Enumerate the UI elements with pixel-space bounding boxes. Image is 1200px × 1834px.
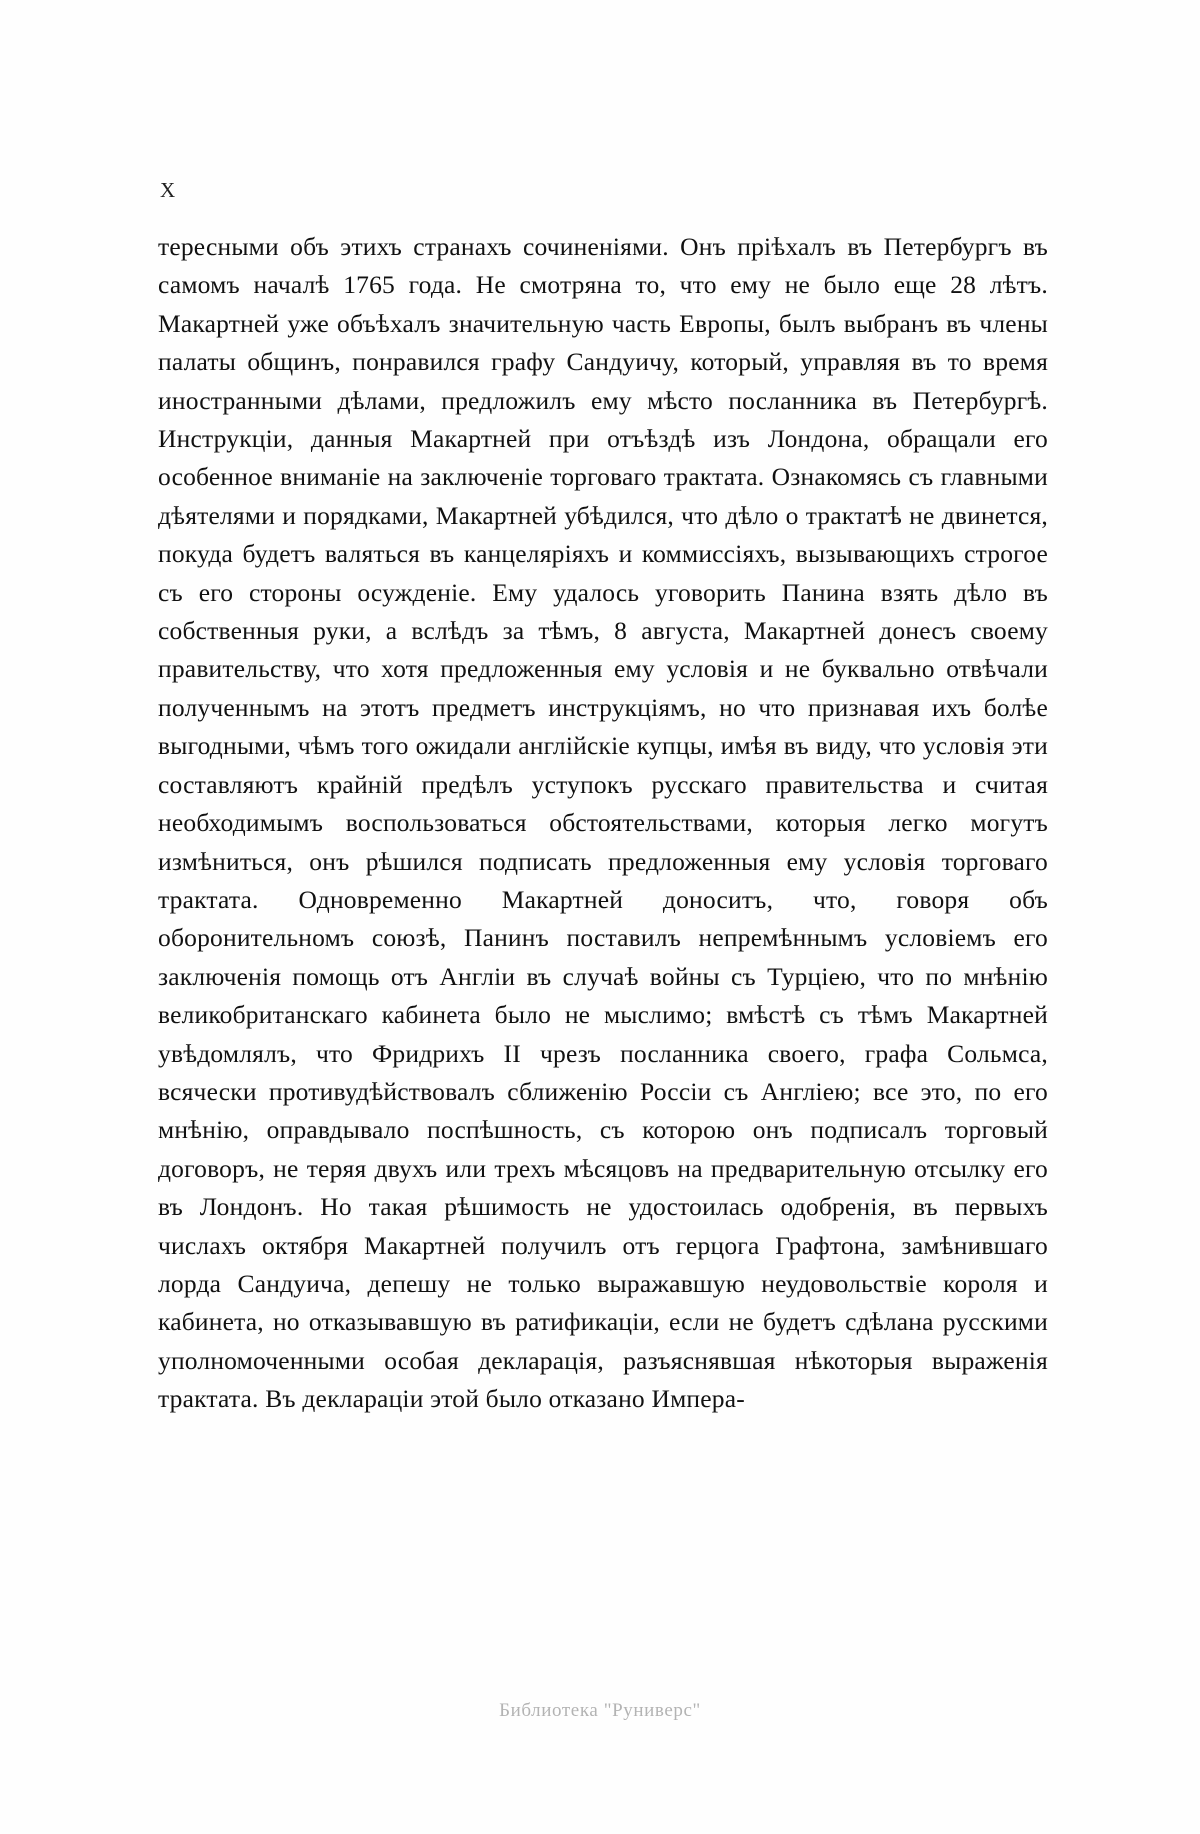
page-number: X: [160, 178, 176, 202]
library-credit: Библиотека "Руниверс": [499, 1700, 701, 1721]
body-paragraph: тересными объ этихъ странахъ сочиненіями. Онъ пріѣхалъ въ Петербургъ въ самомъ началѣ 1765 года. Не смотряна то, что ему не было еще 28 лѣтъ. Макартней уже объѣхалъ значительную часть Европы, былъ выбранъ въ члены палаты общинъ, понравился графу Сандуичу, который, управляя въ то время иностранными дѣлами, предложилъ ему мѣсто посланника въ Петербургѣ. Инструкціи, данныя Макартней при отъѣздѣ изъ Лондона, обращали его особенное вниманіе на заключеніе торговаго трактата. Ознакомясь съ главными дѣятелями и порядками, Макартней убѣдился, что дѣло о трактатѣ не двинется, покуда будетъ валяться въ канцеляріяхъ и коммиссіяхъ, вызывающихъ строгое съ его стороны осужденіе. Ему удалось уговорить Панина взять дѣло въ собственныя руки, а вслѣдъ за тѣмъ, 8 августа, Макартней донесъ своему правительству, что хотя предложенныя ему условія и не буквально отвѣчали полученнымъ на этотъ предметъ инструкціямъ, но что признавая ихъ болѣе выгодными, чѣмъ того ожидали англійскіе купцы, имѣя въ виду, что условія эти составляютъ крайній предѣлъ уступокъ русскаго правительства и считая необходимымъ воспользоваться обстоятельствами, которыя легко могутъ измѣниться, онъ рѣшился подписать предложенныя ему условія торговаго трактата. Одновременно Макартней доноситъ, что, говоря объ оборонительномъ союзѣ, Панинъ поставилъ непремѣннымъ условіемъ его заключенія помощь отъ Англіи въ случаѣ войны съ Турціею, что по мнѣнію великобританскаго кабинета было не мыслимо; вмѣстѣ съ тѣмъ Макартней увѣдомлялъ, что Фридрихъ II чрезъ посланника своего, графа Сольмса, всячески противудѣйствовалъ сближенію Россіи съ Англіею; все это, по его мнѣнію, оправдывало поспѣшность, съ которою онъ подписалъ торговый договоръ, не теряя двухъ или трехъ мѣсяцовъ на предварительную отсылку его въ Лондонъ. Но такая рѣшимость не удостоилась одобренія, въ первыхъ числахъ октября Макартней получилъ отъ герцога Графтона, замѣнившаго лорда Сандуича, депешу не только выражавшую неудовольствіе короля и кабинета, но отказывавшую въ ратификаціи, если не будетъ сдѣлана русскими уполномоченными особая декларація, разъяснявшая нѣкоторыя выраженія трактата. Въ деклараціи этой было отказано Импера-: [158, 232, 1048, 1414]
body-text-block: [158, 228, 1048, 1419]
